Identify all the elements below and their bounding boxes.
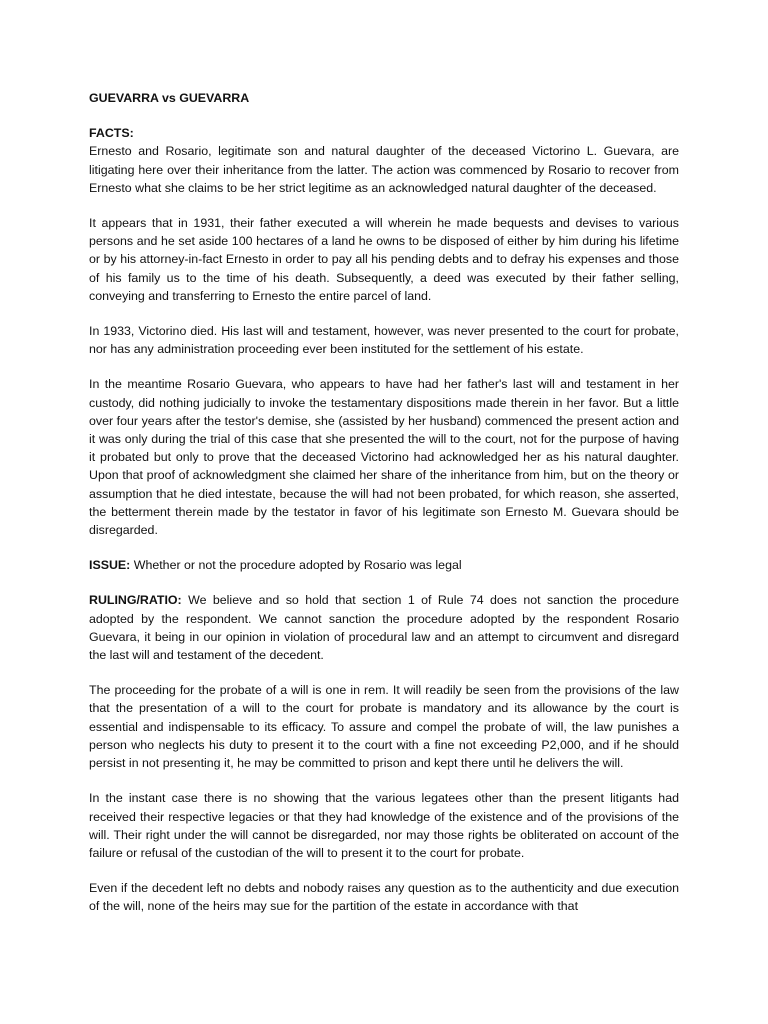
document-page (89, 89, 679, 933)
ruling-text: We believe and so hold that section 1 of Rule 74 does not sanction the procedure adopted by the respondent. We cannot sanction the procedure adopted by the respondent Rosario Guevara, it being in our opinion in violation of procedural law and an attempt to circumvent and disregard the last will and testament of the decedent. (89, 593, 679, 663)
facts-heading: FACTS: (89, 126, 134, 141)
ruling-heading: RULING/RATIO: (89, 593, 182, 608)
ruling-paragraph-2: The proceeding for the probate of a will is one in rem. It will readily be seen from the provisions of the law that the presentation of a will to the court for probate is mandatory and its allowance by the court is essential and indispensable to its efficacy. To assure and compel the probate of will, the law punishes a person who neglects his duty to present it to the court with a fine not exceeding P2,000, and if he should persist in not presenting it, he may be committed to prison and kept there until he delivers the will. (89, 683, 679, 771)
facts-paragraph-1: Ernesto and Rosario, legitimate son and natural daughter of the deceased Victorino L. Guevara, are litigating here over their inheritance from the latter. The action was commenced by Rosario to recover from Ernesto what she claims to be her strict legitime as an acknowledged natural daughter of the deceased. (89, 144, 679, 195)
ruling-paragraph-3: In the instant case there is no showing that the various legatees other than the present litigants had received their respective legacies or that they had knowledge of the existence and of the provisions of the will. Their right under the will cannot be disregarded, nor may those rights be obliterated on account of the failure or refusal of the custodian of the will to present it to the court for probate. (89, 791, 679, 860)
facts-paragraph-2: It appears that in 1931, their father executed a will wherein he made bequests and devises to various persons and he set aside 100 hectares of a land he owns to be disposed of either by him during his lifetime or by his attorney-in-fact Ernesto in order to pay all his pending debts and to defray his expenses and those of his family us to the time of his death. Subsequently, a deed was executed by their father selling, conveying and transferring to Ernesto the entire parcel of land. (89, 216, 679, 303)
facts-paragraph-3: In 1933, Victorino died. His last will and testament, however, was never presented to the court for probate, nor has any administration proceeding ever been instituted for the settlement of his estate. (89, 324, 679, 357)
issue-paragraph (89, 556, 679, 574)
ruling-paragraph-4: Even if the decedent left no debts and nobody raises any question as to the authenticity and due execution of the will, none of the heirs may sue for the partition of the estate in accordance with that (89, 881, 679, 914)
issue-heading: ISSUE: (89, 558, 131, 573)
ruling-paragraph (89, 591, 679, 664)
facts-paragraph-4: In the meantime Rosario Guevara, who appears to have had her father's last will and testament in her custody, did nothing judicially to invoke the testamentary dispositions made therein in her favor. But a little over four years after the testor's demise, she (assisted by her husband) commenced the present action and it was only during the trial of this case that she presented the will to the court, not for the purpose of having it probated but only to prove that the deceased Victorino had acknowledged her as his natural daughter. Upon that proof of acknowledgment she claimed her share of the inheritance from him, but on the theory or assumption that he died intestate, because the will had not been probated, for which reason, she asserted, the betterment therein made by the testator in favor of his legitimate son Ernesto M. Guevara should be disregarded. (89, 377, 679, 538)
issue-text: Whether or not the procedure adopted by Rosario was legal (130, 558, 462, 573)
case-title: GUEVARRA vs GUEVARRA (89, 91, 250, 105)
